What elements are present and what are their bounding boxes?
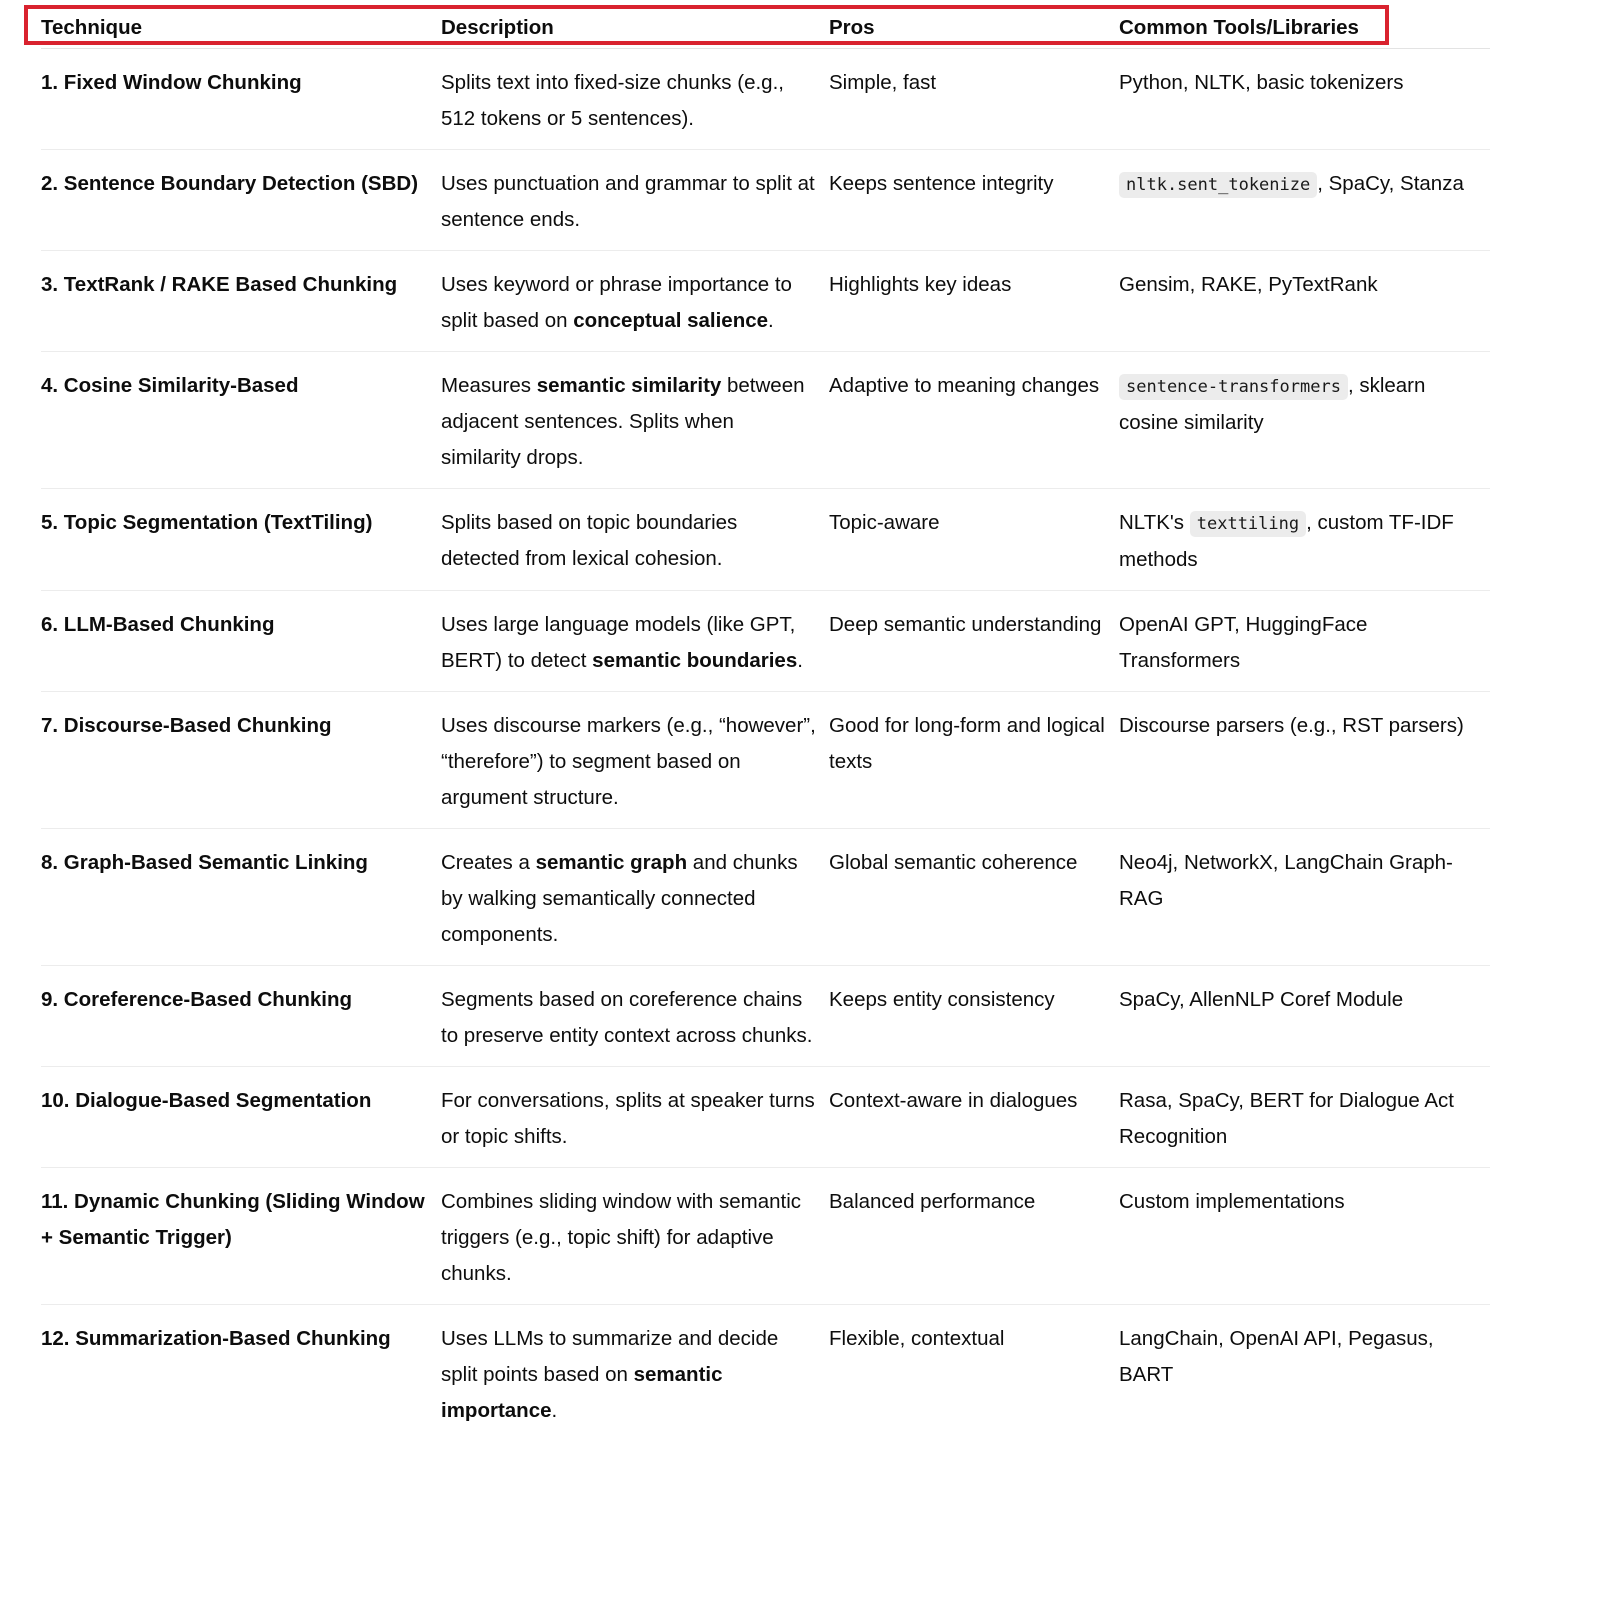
pros-cell: Highlights key ideas [829,251,1119,352]
description-cell [441,150,829,251]
technique-cell: 11. Dynamic Chunking (Sliding Window + Semantic Trigger) [41,1168,441,1305]
description-cell [441,49,829,150]
technique-cell: 12. Summarization-Based Chunking [41,1327,391,1350]
pros-cell: Adaptive to meaning changes [829,352,1119,489]
description-cell [441,251,829,352]
pros-cell: Global semantic coherence [829,829,1119,966]
tools-text: Custom implementations [1119,1190,1345,1213]
description-cell [441,829,829,966]
inline-code: texttiling [1190,511,1306,537]
pros-cell: Balanced performance [829,1168,1119,1305]
description-cell [441,966,829,1067]
description-cell [441,489,829,591]
tools-cell [1119,150,1490,251]
table-row [41,49,1490,150]
technique-cell: 8. Graph-Based Semantic Linking [41,829,441,966]
description-cell [441,692,829,829]
technique-cell: 1. Fixed Window Chunking [41,49,441,150]
tools-text: SpaCy, AllenNLP Coref Module [1119,988,1404,1011]
technique-cell: 7. Discourse-Based Chunking [41,692,441,829]
pros-cell: Topic-aware [829,489,1119,591]
description-cell [441,591,829,692]
description-cell [441,1305,829,1442]
technique-cell: 2. Sentence Boundary Detection (SBD) [41,150,441,251]
inline-code: sentence-transformers [1119,374,1348,400]
description-text: Uses keyword or phrase importance to split based on [441,273,792,332]
description-text: Uses LLMs to summarize and decide split points based on [441,1327,779,1386]
pros-cell: Simple, fast [829,49,1119,150]
description-text: Uses large language models (like GPT, BERT) to detect [441,613,796,672]
table-row [41,829,1490,966]
tools-cell [1119,1168,1490,1305]
header-row [41,8,1490,49]
table-row [41,352,1490,489]
tools-cell [1119,489,1490,591]
technique-cell: 9. Coreference-Based Chunking [41,966,441,1067]
tools-text: , custom TF-IDF methods [1119,511,1454,571]
tools-cell [1119,829,1490,966]
pros-cell: Keeps sentence integrity [829,150,1119,251]
table-row [41,489,1490,591]
table-row [41,966,1490,1067]
technique-cell: 5. Topic Segmentation (TextTiling) [41,489,441,591]
header-description: Description [441,8,829,49]
description-text: Creates a [441,851,536,874]
tools-text: , SpaCy, Stanza [1317,172,1464,195]
table-row [41,1067,1490,1168]
description-cell [441,352,829,489]
header-pros: Pros [829,8,1119,49]
pros-cell: Deep semantic understanding [829,591,1119,692]
tools-text: NLTK's [1119,511,1190,534]
description-text: between adjacent sentences. Splits when similarity drops. [441,374,805,469]
emphasis-text: semantic importance [441,1363,723,1422]
technique-cell: 6. LLM-Based Chunking [41,591,441,692]
description-cell [441,1067,829,1168]
description-cell [441,1168,829,1305]
tools-text: , sklearn cosine similarity [1119,374,1426,434]
tools-cell [1119,1305,1490,1442]
emphasis-text: conceptual salience [573,309,769,332]
description-text: Uses discourse markers (e.g., “however”, “therefore”) to segment based on argument structure. [441,714,816,809]
table-row [41,1305,1490,1442]
tools-text: Gensim, RAKE, PyTextRank [1119,273,1378,296]
tools-text: Neo4j, NetworkX, LangChain Graph-RAG [1119,851,1453,910]
tools-cell [1119,692,1490,829]
table-row [41,150,1490,251]
description-text: For conversations, splits at speaker turns or topic shifts. [441,1089,815,1148]
tools-text: LangChain, OpenAI API, Pegasus, BART [1119,1327,1434,1386]
tools-cell [1119,591,1490,692]
technique-cell: 10. Dialogue-Based Segmentation [41,1067,441,1168]
table-body [41,49,1490,1442]
tools-text: Python, NLTK, basic tokenizers [1119,71,1404,94]
description-text: Segments based on coreference chains to preserve entity context across chunks. [441,988,813,1047]
description-text: . [551,1399,558,1422]
tools-cell [1119,352,1490,489]
table-row [41,1168,1490,1305]
description-text: and chunks by walking semantically connected components. [441,851,798,946]
tools-cell [1119,251,1490,352]
pros-cell: Flexible, contextual [829,1327,1005,1350]
table-row [41,591,1490,692]
table-row [41,692,1490,829]
tools-cell [1119,49,1490,150]
pros-cell: Context-aware in dialogues [829,1067,1119,1168]
emphasis-text: semantic boundaries [592,649,798,672]
inline-code: nltk.sent_tokenize [1119,172,1317,198]
description-text: . [797,649,803,672]
tools-text: Rasa, SpaCy, BERT for Dialogue Act Recognition [1119,1089,1454,1148]
pros-cell: Keeps entity consistency [829,966,1119,1067]
chunking-techniques-table [41,8,1490,1441]
tools-cell [1119,966,1490,1067]
description-text: . [768,309,774,332]
description-text: Combines sliding window with semantic triggers (e.g., topic shift) for adaptive chunks. [441,1190,802,1285]
description-text: Measures [441,374,537,397]
emphasis-text: semantic similarity [536,374,722,397]
technique-cell: 4. Cosine Similarity-Based [41,352,441,489]
header-tools: Common Tools/Libraries [1119,8,1490,49]
header-technique: Technique [41,8,441,49]
tools-text: Discourse parsers (e.g., RST parsers) [1119,714,1464,737]
description-text: Splits text into fixed-size chunks (e.g., 512 tokens or 5 sentences). [441,71,784,130]
table-header [41,8,1490,49]
emphasis-text: semantic graph [535,851,688,874]
table-row [41,251,1490,352]
description-text: Uses punctuation and grammar to split at sentence ends. [441,172,815,231]
tools-cell [1119,1067,1490,1168]
pros-cell: Good for long-form and logical texts [829,692,1119,829]
technique-cell: 3. TextRank / RAKE Based Chunking [41,251,441,352]
tools-text: OpenAI GPT, HuggingFace Transformers [1119,613,1368,672]
description-text: Splits based on topic boundaries detected from lexical cohesion. [441,511,738,570]
